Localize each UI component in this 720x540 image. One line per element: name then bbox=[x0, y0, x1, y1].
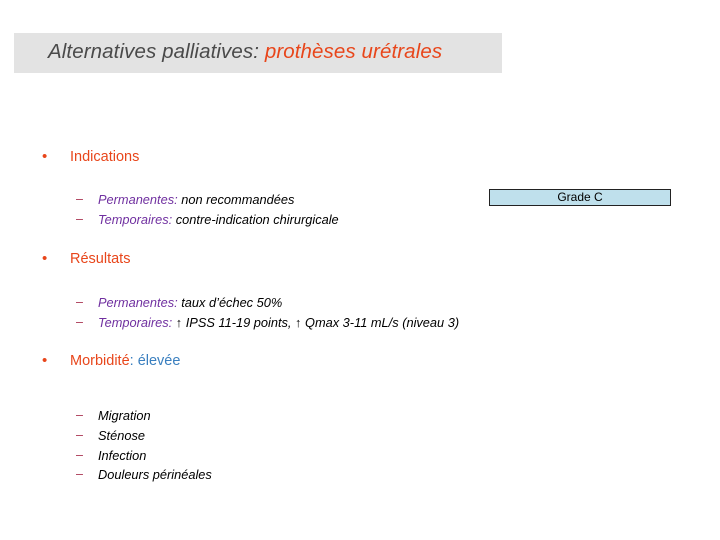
section-heading-suffix: : élevée bbox=[129, 353, 181, 369]
section-heading-indications bbox=[42, 149, 139, 165]
list-item-text: Douleurs périnéales bbox=[98, 467, 212, 482]
dash-bullet-icon: – bbox=[76, 428, 83, 442]
list-item-content bbox=[98, 212, 339, 227]
dash-bullet-icon: – bbox=[76, 295, 83, 309]
list-item bbox=[76, 192, 294, 207]
list-item-content bbox=[98, 315, 459, 330]
list-item-label: Temporaires: bbox=[98, 212, 173, 227]
list-item-text: Sténose bbox=[98, 428, 145, 443]
list-item bbox=[76, 315, 459, 330]
slide-title-accent: prothèses urétrales bbox=[264, 40, 443, 63]
bullet-dot-icon: • bbox=[42, 148, 48, 165]
list-item-text: non recommandées bbox=[181, 192, 295, 207]
list-item-text: contre-indication chirurgicale bbox=[175, 212, 339, 227]
dash-bullet-icon: – bbox=[76, 315, 83, 329]
list-item-content bbox=[98, 295, 282, 310]
section-heading-morbidite bbox=[42, 353, 180, 369]
bullet-dot-icon: • bbox=[42, 250, 48, 267]
list-item bbox=[76, 212, 339, 227]
dash-bullet-icon: – bbox=[76, 192, 83, 206]
list-item-label: Permanentes: bbox=[98, 295, 178, 310]
list-item-text: Migration bbox=[98, 408, 151, 423]
section-heading-label: Résultats bbox=[70, 251, 131, 267]
slide-title-main: Alternatives palliatives: bbox=[48, 40, 260, 63]
dash-bullet-icon: – bbox=[76, 448, 83, 462]
slide-title bbox=[48, 40, 442, 64]
section-heading-label: Indications bbox=[70, 149, 140, 165]
list-item-label: Temporaires: bbox=[98, 315, 173, 330]
dash-bullet-icon: – bbox=[76, 212, 83, 226]
list-item-text: taux d’échec 50% bbox=[181, 295, 283, 310]
section-heading-label: Morbidité bbox=[70, 353, 130, 369]
list-item bbox=[76, 448, 146, 463]
list-item-content bbox=[98, 192, 294, 207]
section-heading-resultats bbox=[42, 251, 130, 267]
grade-badge: Grade C bbox=[489, 189, 671, 206]
list-item bbox=[76, 428, 145, 443]
dash-bullet-icon: – bbox=[76, 467, 83, 481]
list-item bbox=[76, 467, 212, 482]
dash-bullet-icon: – bbox=[76, 408, 83, 422]
bullet-dot-icon: • bbox=[42, 352, 48, 369]
list-item-text: Infection bbox=[98, 448, 147, 463]
list-item bbox=[76, 408, 151, 423]
list-item-label: Permanentes: bbox=[98, 192, 178, 207]
list-item bbox=[76, 295, 282, 310]
list-item-text: ↑ IPSS 11-19 points, ↑ Qmax 3-11 mL/s (niveau 3) bbox=[175, 315, 460, 330]
